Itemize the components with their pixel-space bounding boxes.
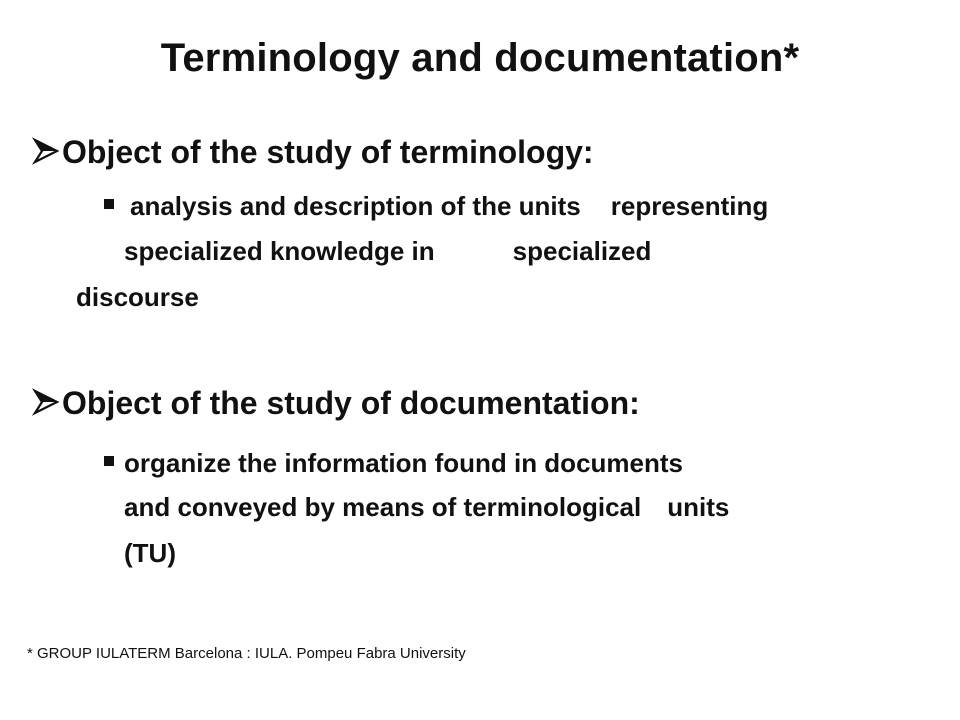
list-item-text: and conveyed by means of terminological [124, 492, 642, 522]
list-item-text: specialized [512, 236, 652, 266]
list-item-text: representing [610, 191, 769, 221]
list-item-text: (TU) [124, 538, 176, 568]
square-bullet-icon [104, 199, 114, 209]
section-heading: Object of the study of terminology: [62, 134, 594, 170]
section-heading: Object of the study of documentation: [62, 385, 640, 421]
list-item-text: organize the information found in documents [124, 448, 683, 478]
arrow-bullet-icon [32, 137, 60, 165]
arrow-bullet-icon [32, 388, 60, 416]
list-item-text: units [667, 492, 730, 522]
list-item-continuation [124, 538, 176, 569]
section-terminology [32, 134, 594, 171]
section-documentation [32, 385, 640, 422]
slide-title: Terminology and documentation* [160, 36, 800, 80]
footnote: * GROUP IULATERM Barcelona : IULA. Pompeu Fabra University [27, 645, 466, 662]
list-item-continuation [124, 492, 729, 523]
square-bullet-icon [104, 456, 114, 466]
list-item-continuation [124, 236, 651, 267]
list-item [104, 448, 683, 479]
list-item-text: specialized knowledge in [124, 236, 435, 266]
list-item-text: discourse [76, 282, 199, 312]
list-item [104, 191, 768, 222]
list-item-continuation [76, 282, 199, 313]
list-item-text: analysis and description of the units [130, 191, 581, 221]
